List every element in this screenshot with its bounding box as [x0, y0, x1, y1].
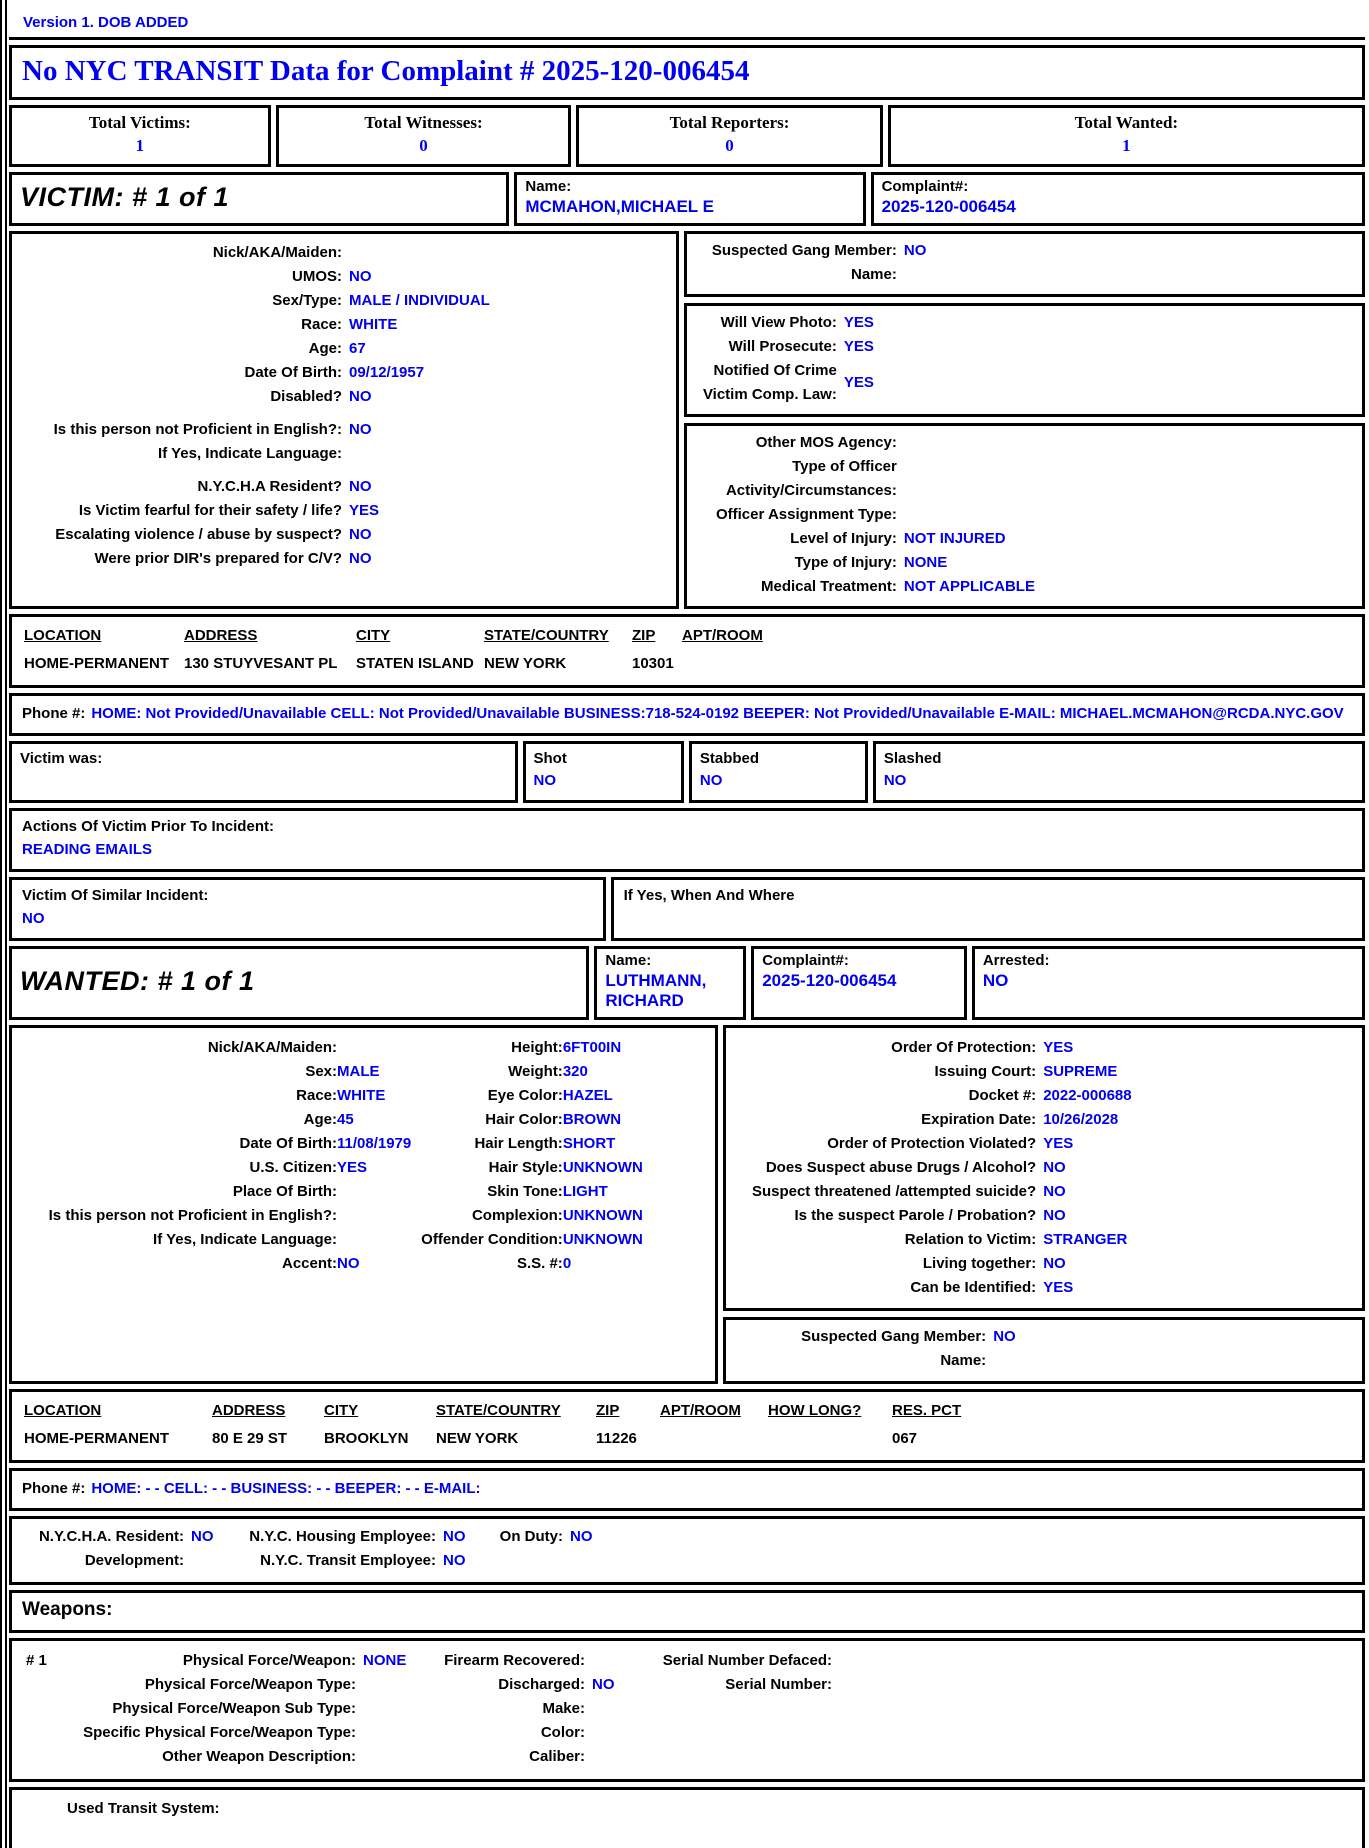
weapons-detail-box [9, 1638, 1365, 1782]
wanted-gang-box [723, 1317, 1365, 1384]
wanted-nycha-box [9, 1516, 1365, 1585]
victim-location-row: HOME-PERMANENT 130 STUYVESANT PL STATEN ISLAND NEW YORK 10301 [24, 655, 674, 672]
victim-header-row [9, 172, 1365, 226]
victim-actions-label: Actions Of Victim Prior To Incident: [22, 818, 274, 835]
victim-name-box [514, 172, 865, 226]
nycha-line-2: Development: N.Y.C. Transit Employee: NO [84, 1552, 466, 1569]
drugs-alcohol-row: Does Suspect abuse Drugs / Alcohol? NO [765, 1159, 1066, 1176]
suicide-row: Suspect threatened /attempted suicide? NO [751, 1183, 1066, 1200]
wanted-field-row: If Yes, Indicate Language: Offender Condition: UNKNOWN [153, 1231, 643, 1248]
used-transit-box [9, 1787, 1365, 1848]
parole-probation-row: Is the suspect Parole / Probation? NO [794, 1207, 1066, 1224]
expiration-date-row: Expiration Date: 10/26/2028 [921, 1111, 1119, 1128]
wanted-right-column [723, 1025, 1365, 1384]
victim-field-row: Were prior DIR's prepared for C/V? NO [94, 550, 372, 567]
wanted-field-row: Is this person not Proficient in English?: Complexion: UNKNOWN [48, 1207, 643, 1224]
victim-field-row: If Yes, Indicate Language: [158, 445, 342, 462]
report-title: No NYC TRANSIT Data for Complaint # 2025-120-006454 [22, 55, 750, 87]
victim-field-row: Escalating violence / abuse by suspect? NO [55, 526, 372, 543]
total-reporters-value: 0 [725, 136, 734, 155]
weapon-row: Other Weapon Description: Caliber: [162, 1748, 585, 1765]
total-wanted-label: Total Wanted: [1074, 113, 1179, 132]
wanted-field-row: Sex: MALE Weight: 320 [305, 1063, 588, 1080]
other-mos-agency-row: Other MOS Agency: [755, 434, 897, 451]
total-witnesses-label: Total Witnesses: [364, 113, 483, 132]
will-prosecute-row: Will Prosecute: YES [728, 338, 874, 355]
wanted-phone-box [9, 1468, 1365, 1511]
victim-mos-box [684, 423, 1365, 609]
weapon-row: # 1 Physical Force/Weapon: NONE Firearm Recovered: Serial Number Defaced: [12, 1649, 1362, 1673]
version-note: Version 1. DOB ADDED [9, 0, 1365, 40]
total-victims-label: Total Victims: [88, 113, 191, 132]
victim-location-headers: LOCATION ADDRESS CITY STATE/COUNTRY ZIP APT/ROOM [24, 627, 763, 644]
officer-activity-row: Type of Officer Activity/Circumstances: [725, 458, 897, 499]
similar-incident-row [9, 877, 1365, 941]
victim-field-row: Race: WHITE [301, 316, 398, 333]
weapon-item-number: # 1 [26, 1652, 47, 1669]
report-title-box [9, 45, 1365, 100]
victim-was-label-box: Victim was: [9, 741, 518, 803]
nycha-line-1: N.Y.C.H.A. Resident: NO N.Y.C. Housing Employee: NO On Duty: NO [38, 1528, 593, 1545]
victim-field-row: Sex/Type: MALE / INDIVIDUAL [272, 292, 490, 309]
victim-right-column [684, 231, 1365, 609]
victim-field-row: Is Victim fearful for their safety / life? YES [78, 502, 380, 519]
wanted-complaint-value: 2025-120-006454 [762, 971, 897, 990]
victim-was-row [9, 741, 1365, 803]
weapon-row: Specific Physical Force/Weapon Type: Color: [83, 1724, 585, 1741]
can-be-identified-row: Can be Identified: YES [910, 1279, 1074, 1296]
weapon-row: Physical Force/Weapon Sub Type: Make: [112, 1700, 585, 1717]
victim-stabbed-box: Stabbed NO [689, 741, 868, 803]
notified-comp-law-row: Notified Of Crime Victim Comp. Law: YES [702, 362, 874, 403]
order-of-protection-box [723, 1025, 1365, 1311]
victim-field-row: UMOS: NO [292, 268, 372, 285]
weapon-row: Physical Force/Weapon Type: Discharged: NO Serial Number: [144, 1676, 832, 1693]
victim-photo-box [684, 303, 1365, 417]
wanted-name-value: LUTHMANN, RICHARD [605, 971, 707, 1010]
similar-incident-value: NO [22, 910, 45, 927]
total-witnesses-value: 0 [419, 136, 428, 155]
victim-slashed-box: Slashed NO [873, 741, 1365, 803]
similar-when-box [611, 877, 1365, 941]
officer-assignment-row: Officer Assignment Type: [715, 506, 897, 523]
total-victims-value: 1 [135, 136, 145, 155]
total-wanted-box [888, 105, 1365, 167]
wanted-field-row: U.S. Citizen: YES Hair Style: UNKNOWN [249, 1159, 643, 1176]
victim-name-label: Name: [525, 178, 572, 195]
living-together-row: Living together: NO [922, 1255, 1066, 1272]
victim-phone-label: Phone #: [22, 705, 86, 722]
weapons-section-title: Weapons: [9, 1590, 1365, 1633]
wanted-arrested-value: NO [982, 971, 1009, 990]
total-wanted-value: 1 [1122, 136, 1131, 155]
issuing-court-row: Issuing Court: SUPREME [934, 1063, 1118, 1080]
order-protection-row: Order Of Protection: YES [891, 1039, 1074, 1056]
victim-field-row: Nick/AKA/Maiden: [212, 244, 342, 261]
total-victims-box [9, 105, 271, 167]
victim-actions-value: READING EMAILS [22, 841, 153, 858]
wanted-phone-value: HOME: - - CELL: - - BUSINESS: - - BEEPER: - - E-MAIL: [91, 1480, 481, 1497]
victim-phone-value: HOME: Not Provided/Unavailable CELL: Not Provided/Unavailable BUSINESS:718-524-0192 BEEPER: Not Provided/Unavailable E-MAIL: MICHAEL.MCMAHON@RCDA.NYC.GOV [91, 705, 1344, 722]
level-of-injury-row: Level of Injury: NOT INJURED [790, 530, 1006, 547]
wanted-arrested-box [972, 946, 1365, 1020]
wanted-phone-label: Phone #: [22, 1480, 86, 1497]
victim-detail-section [9, 231, 1365, 609]
wanted-fields-box [9, 1025, 718, 1384]
victim-actions-box [9, 808, 1365, 872]
victim-complaint-box [871, 172, 1365, 226]
victim-field-row: N.Y.C.H.A Resident? NO [197, 478, 372, 495]
totals-row [9, 105, 1365, 167]
gang-name-row: Name: [851, 266, 897, 283]
wanted-detail-section [9, 1025, 1365, 1384]
victim-field-row: Is this person not Proficient in English?: NO [53, 421, 372, 438]
victim-field-row: Date Of Birth: 09/12/1957 [244, 364, 425, 381]
order-violated-row: Order of Protection Violated? YES [827, 1135, 1074, 1152]
gang-member-row: Suspected Gang Member: NO [711, 242, 927, 259]
wanted-field-row: Race: WHITE Eye Color: HAZEL [296, 1087, 613, 1104]
victim-gang-box [684, 231, 1365, 297]
wanted-field-row: Place Of Birth: Skin Tone: LIGHT [232, 1183, 608, 1200]
similar-incident-label: Victim Of Similar Incident: [22, 887, 209, 904]
victim-complaint-value: 2025-120-006454 [881, 197, 1016, 216]
wanted-field-row: Nick/AKA/Maiden: Height: 6FT00IN [207, 1039, 622, 1056]
similar-when-label: If Yes, When And Where [623, 887, 795, 904]
victim-shot-box: Shot NO [523, 741, 684, 803]
total-witnesses-box [276, 105, 572, 167]
used-transit-label: Used Transit System: [67, 1800, 220, 1817]
medical-treatment-row: Medical Treatment: NOT APPLICABLE [760, 578, 1035, 595]
wanted-name-label: Name: [605, 952, 652, 969]
wanted-complaint-label: Complaint#: [762, 952, 849, 969]
wanted-header-row [9, 946, 1365, 1020]
wanted-section-title: WANTED: # 1 of 1 [9, 946, 589, 1020]
total-reporters-box [576, 105, 882, 167]
will-view-photo-row: Will View Photo: YES [720, 314, 874, 331]
wanted-arrested-label: Arrested: [982, 952, 1050, 969]
victim-phone-box [9, 693, 1365, 736]
victim-location-table [9, 614, 1365, 688]
victim-field-row: Disabled? NO [270, 388, 372, 405]
total-reporters-label: Total Reporters: [669, 113, 790, 132]
wanted-location-table [9, 1389, 1365, 1463]
wanted-field-row: Date Of Birth: 11/08/1979 Hair Length: SHORT [239, 1135, 616, 1152]
victim-name-value: MCMAHON,MICHAEL E [525, 197, 714, 216]
wanted-name-box [594, 946, 746, 1020]
victim-field-row: Age: 67 [308, 340, 366, 357]
wanted-gang-member-row: Suspected Gang Member: NO [801, 1328, 1016, 1345]
victim-section-title: VICTIM: # 1 of 1 [9, 172, 509, 226]
wanted-field-row: Age: 45 Hair Color: BROWN [303, 1111, 622, 1128]
wanted-complaint-box [751, 946, 967, 1020]
victim-complaint-label: Complaint#: [881, 178, 969, 195]
relation-to-victim-row: Relation to Victim: STRANGER [904, 1231, 1128, 1248]
victim-fields-box [9, 231, 679, 609]
type-of-injury-row: Type of Injury: NONE [794, 554, 948, 571]
wanted-location-headers: LOCATION ADDRESS CITY STATE/COUNTRY ZIP APT/ROOM HOW LONG? RES. PCT [24, 1402, 962, 1419]
similar-incident-box [9, 877, 606, 941]
wanted-field-row: Accent: NO S.S. #: 0 [281, 1255, 572, 1272]
docket-row: Docket #: 2022-000688 [968, 1087, 1132, 1104]
wanted-gang-name-row: Name: [940, 1352, 987, 1369]
wanted-location-row: HOME-PERMANENT 80 E 29 ST BROOKLYN NEW YORK 11226 067 [24, 1430, 918, 1447]
